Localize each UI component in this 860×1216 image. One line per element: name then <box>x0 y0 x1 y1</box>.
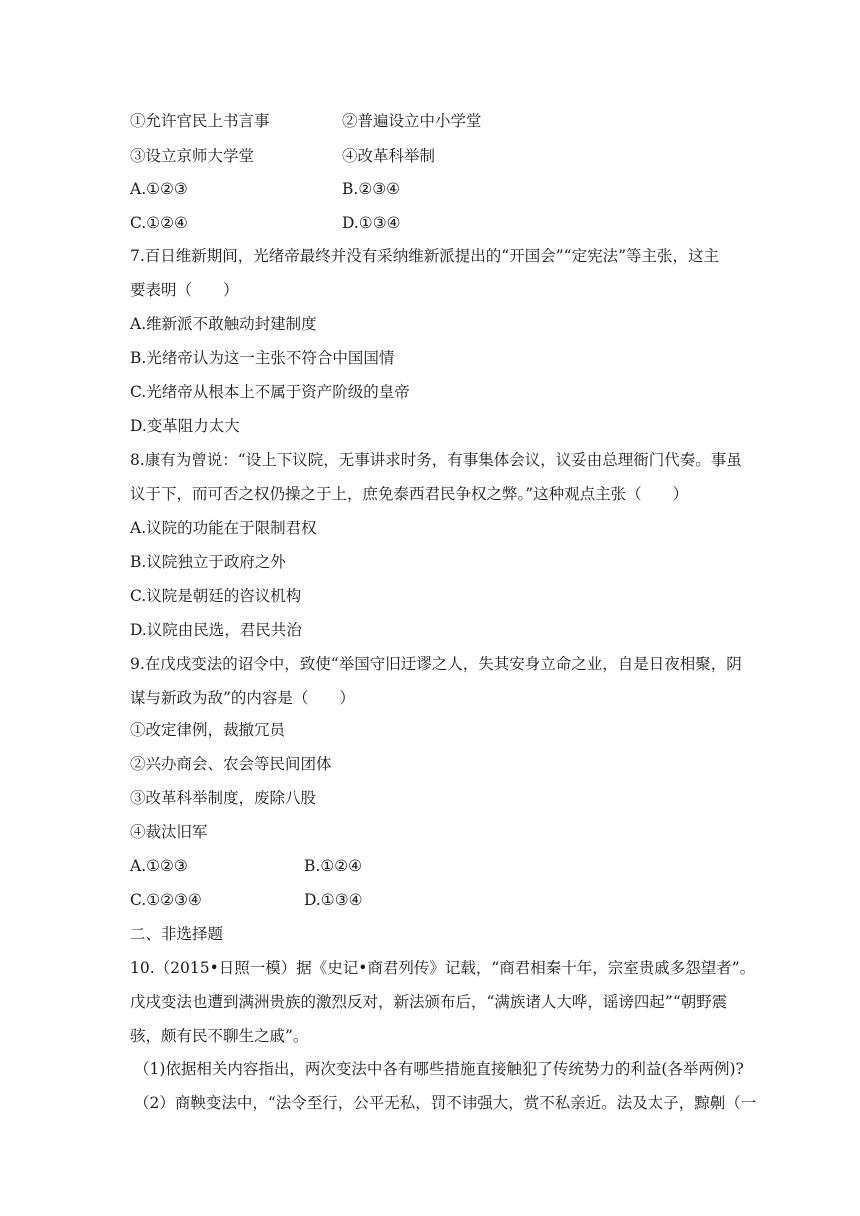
q8-answer-b: B.议院独立于政府之外 <box>130 553 286 571</box>
q7-answer-a: A.维新派不敢触动封建制度 <box>130 315 317 333</box>
q8-answer-d: D.议院由民选，君民共治 <box>130 621 302 639</box>
q9-answer-d: D.①③④ <box>304 891 363 909</box>
q9-option-1: ①改定律例，裁撤冗员 <box>130 721 286 739</box>
q7-answer-b: B.光绪帝认为这一主张不符合中国国情 <box>130 349 395 367</box>
q10-subquestion-1: （1)依据相关内容指出，两次变法中各有哪些措施直接触犯了传统势力的利益(各举两例)? <box>134 1060 744 1078</box>
q9-option-3: ③改革科举制度，废除八股 <box>130 789 317 807</box>
option-1: ①允许官民上书言事 <box>130 112 270 130</box>
q6-answer-b: B.②③④ <box>342 180 401 198</box>
section-heading: 二、非选择题 <box>130 925 224 943</box>
q7-stem-line2: 要表明（ ） <box>130 281 239 299</box>
q7-answer-d: D.变革阻力太大 <box>130 417 240 435</box>
q9-answer-c: C.①②③④ <box>130 891 202 909</box>
q7-stem-line1: 7.百日维新期间，光绪帝最终并没有采纳维新派提出的“开国会”“定宪法”等主张，这主 <box>130 247 719 265</box>
q9-stem-line2: 谋与新政为敌”的内容是（ ） <box>130 689 355 707</box>
option-2: ②普遍设立中小学堂 <box>342 112 482 130</box>
q9-option-2: ②兴办商会、农会等民间团体 <box>130 755 332 773</box>
q10-line3: 骇，颇有民不聊生之戚”。 <box>130 1027 309 1045</box>
q8-stem-line1: 8.康有为曾说：“设上下议院，无事讲求时务，有事集体会议，议妥由总理衙门代奏。事虽 <box>130 451 742 469</box>
option-4: ④改革科举制 <box>342 147 436 165</box>
q6-answer-d: D.①③④ <box>342 214 401 232</box>
q10-subquestion-2: （2）商鞅变法中，“法令至行，公平无私，罚不讳强大，赏不私亲近。法及太子，黥劓（一 <box>134 1094 757 1112</box>
q8-answer-c: C.议院是朝廷的咨议机构 <box>130 587 302 605</box>
q9-answer-a: A.①②③ <box>130 857 188 875</box>
q9-answer-b: B.①②④ <box>304 857 363 875</box>
q8-stem-line2: 议于下，而可否之权仍操之于上，庶免泰西君民争权之弊。”这种观点主张（ ） <box>130 485 689 503</box>
q10-line1: 10.（2015•日照一模）据《史记•商君列传》记载，“商君相秦十年，宗室贵戚多怨望者”。 <box>130 959 756 977</box>
option-3: ③设立京师大学堂 <box>130 147 255 165</box>
q7-answer-c: C.光绪帝从根本上不属于资产阶级的皇帝 <box>130 383 410 401</box>
q9-option-4: ④裁汰旧军 <box>130 823 208 841</box>
q6-answer-c: C.①②④ <box>130 214 188 232</box>
q10-line2: 戊戌变法也遭到满洲贵族的激烈反对，新法颁布后，“满族诸人大哗，谣谤四起”“朝野震 <box>130 993 728 1011</box>
q8-answer-a: A.议院的功能在于限制君权 <box>130 519 317 537</box>
q6-answer-a: A.①②③ <box>130 180 188 198</box>
q9-stem-line1: 9.在戊戌变法的诏令中，致使“举国守旧迂谬之人，失其安身立命之业，自是日夜相聚，阴 <box>130 655 742 673</box>
